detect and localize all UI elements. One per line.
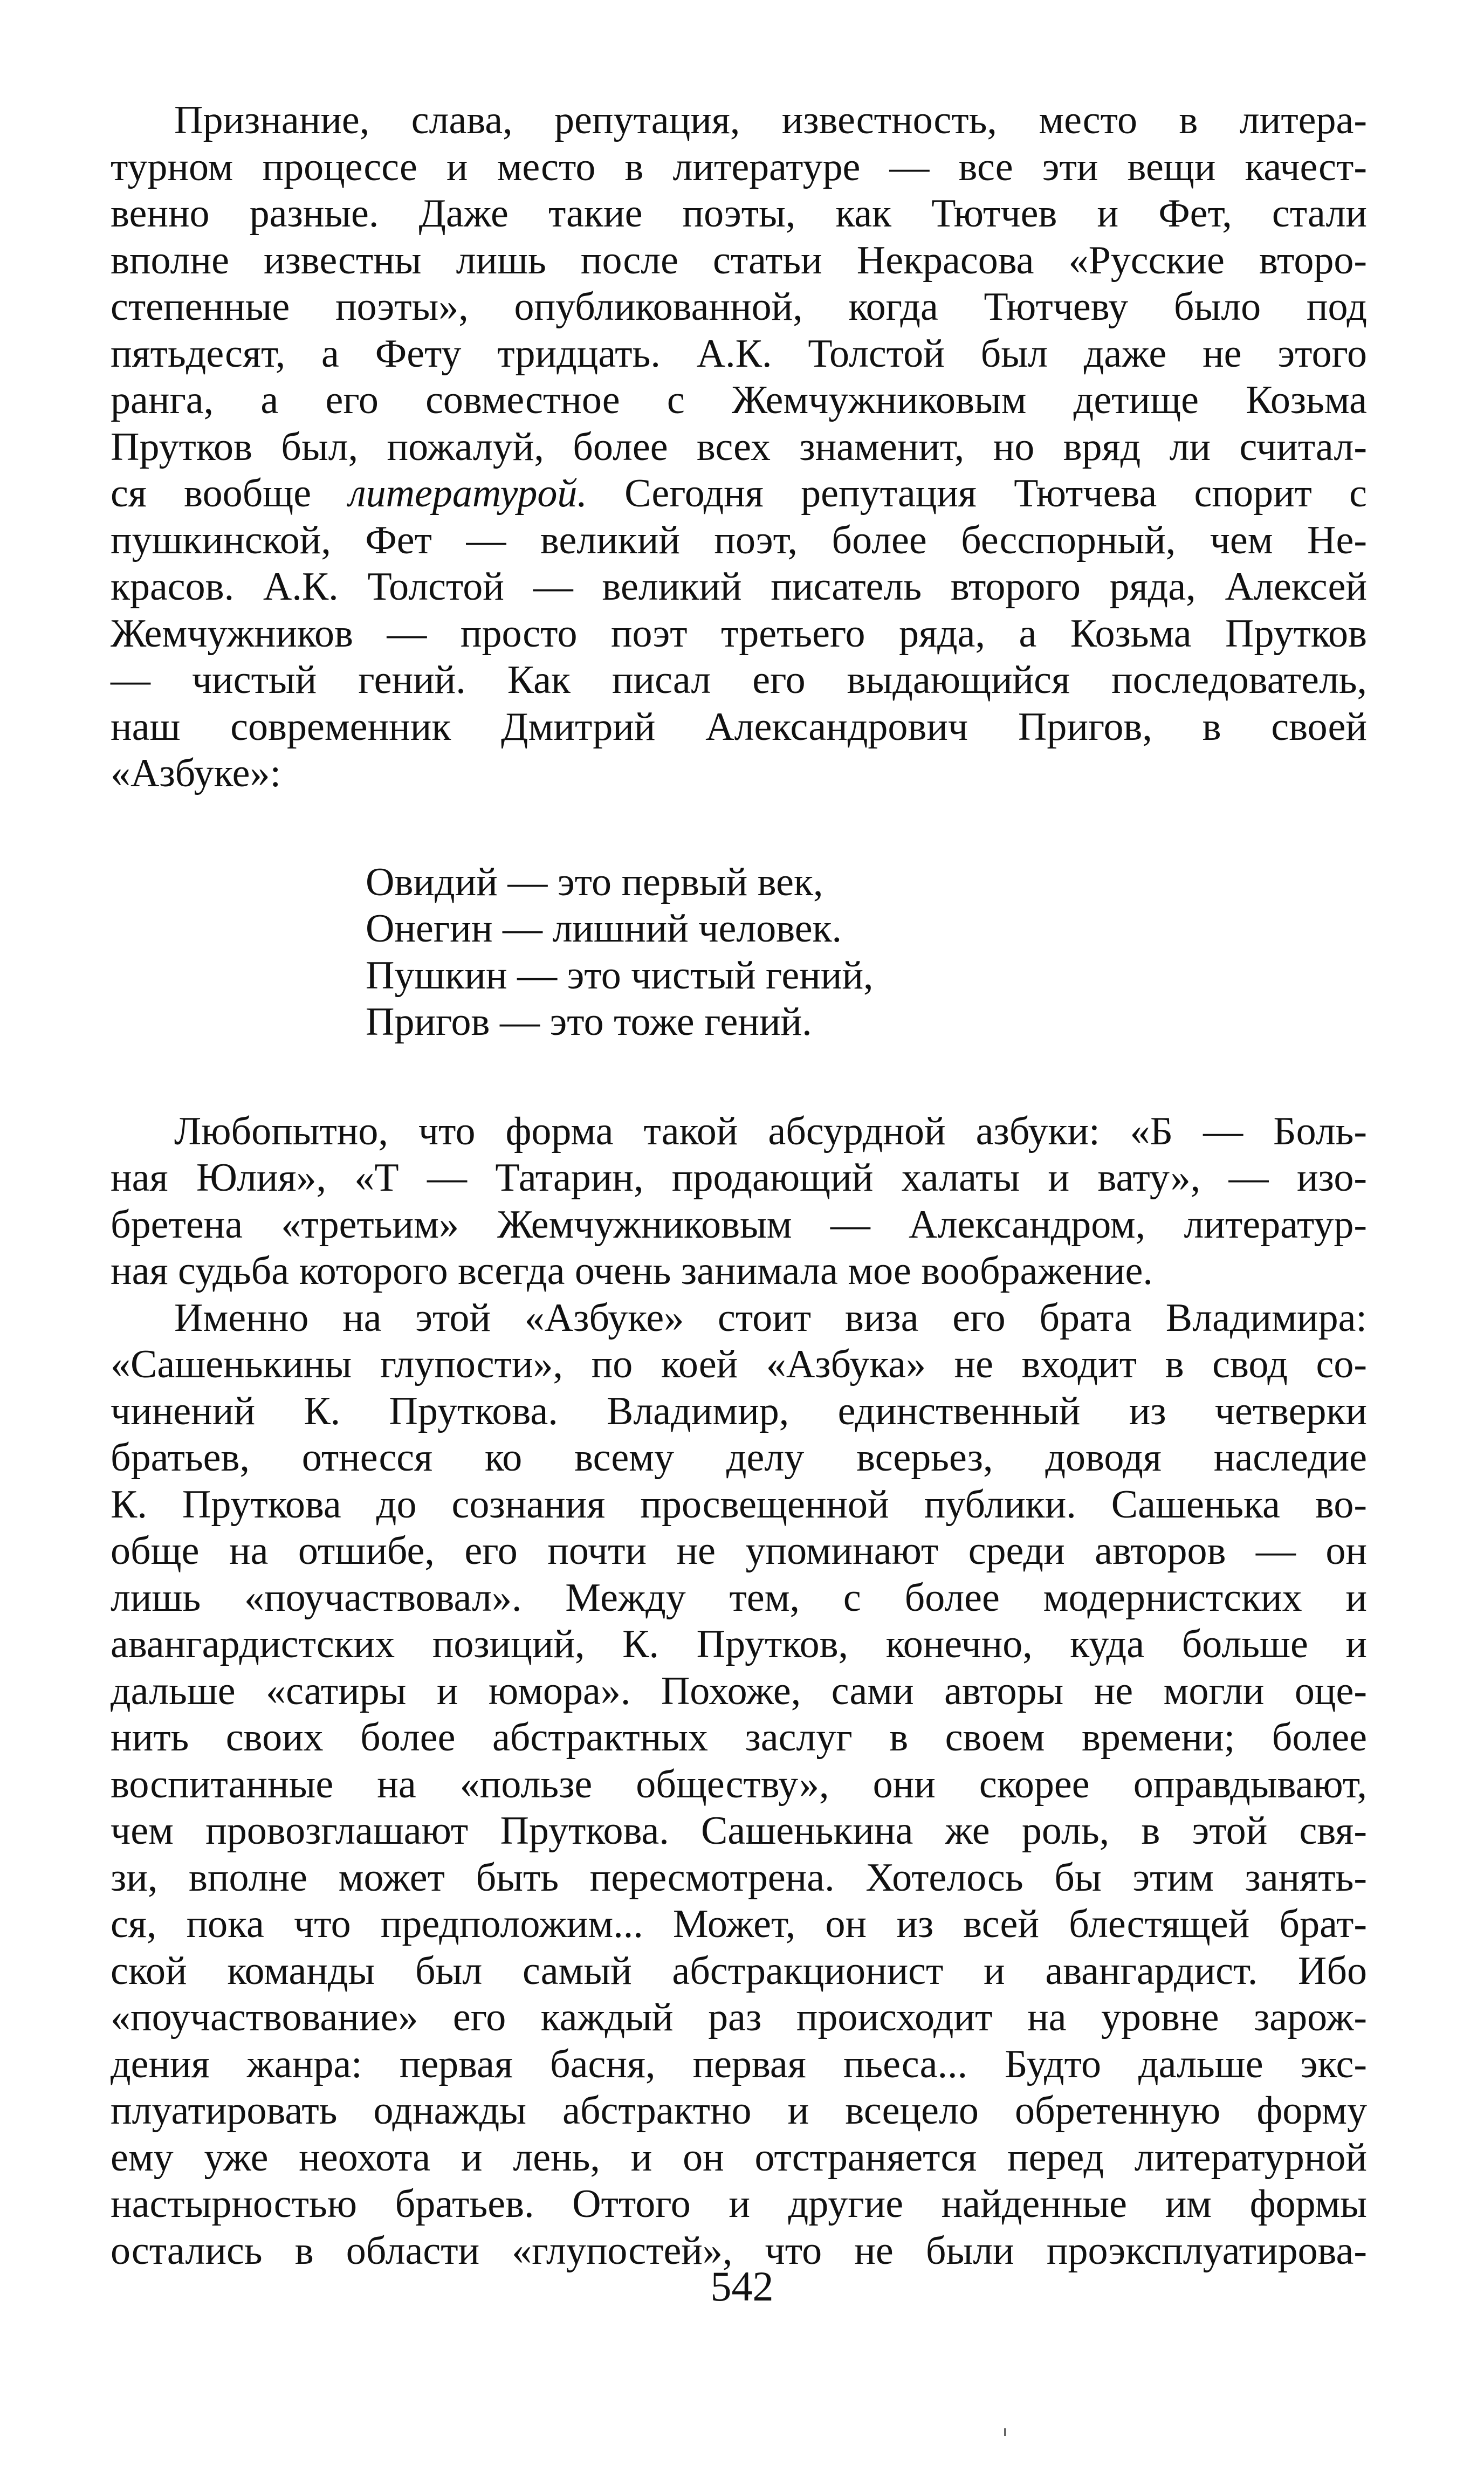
- text-line: турном процессе и место в литературе — все эти вещи качест-: [111, 145, 1367, 189]
- italic-word: литературой.: [348, 471, 587, 516]
- text-line: дальше «сатиры и юмора». Похоже, сами авторы не могли оце-: [111, 1668, 1367, 1713]
- paragraph-2: [111, 1108, 1367, 1295]
- text-line: плуатировать однажды абстрактно и всецело обретенную форму: [111, 2089, 1367, 2133]
- verse-line: Пригов — это тоже гений.: [366, 1000, 812, 1044]
- text-line: дения жанра: первая басня, первая пьеса... Будто дальше экс-: [111, 2042, 1367, 2086]
- text-line: ная Юлия», «Т — Татарин, продающий халаты и вату», — изо-: [111, 1156, 1367, 1200]
- verse-line: Пушкин — это чистый гений,: [366, 953, 874, 998]
- text-line: ской команды был самый абстракционист и авангардист. Ибо: [111, 1948, 1367, 1993]
- text-line: Именно на этой «Азбуке» стоит виза его брата Владимира:: [174, 1295, 1367, 1340]
- verse-line: Онегин — лишний человек.: [366, 907, 842, 951]
- text-line: венно разные. Даже такие поэты, как Тютчев и Фет, стали: [111, 191, 1367, 236]
- text-line: бретена «третьим» Жемчужниковым — Александром, литератур-: [111, 1202, 1367, 1247]
- paragraph-3: [111, 1295, 1367, 2275]
- text-line: «Азбуке»:: [111, 751, 281, 795]
- text-line: обще на отшибе, его почти не упоминают среди авторов — он: [111, 1529, 1367, 1573]
- text-line: «поучаствование» его каждый раз происходит на уровне зарож-: [111, 1995, 1367, 2039]
- text-line: степенные поэты», опубликованной, когда Тютчеву было под: [111, 285, 1367, 329]
- text-line: ранга, а его совместное с Жемчужниковым детище Козьма: [111, 378, 1367, 422]
- text-line: К. Пруткова до сознания просвещенной публики. Сашенька во-: [111, 1482, 1367, 1527]
- text-line: Признание, слава, репутация, известность, место в литера-: [174, 98, 1367, 142]
- text-line: наш современник Дмитрий Александрович Пригов, в своей: [111, 704, 1367, 749]
- text-line: настырностью братьев. Оттого и другие найденные им формы: [111, 2182, 1367, 2226]
- text-line: Любопытно, что форма такой абсурдной азбуки: «Б — Боль-: [174, 1109, 1367, 1153]
- page-text: [111, 97, 1367, 2274]
- verse-quote: [366, 859, 1367, 1046]
- text-segment: ся вообще: [111, 471, 349, 516]
- text-line: «Сашенькины глупости», по коей «Азбука» не входит в свод со-: [111, 1342, 1367, 1386]
- text-segment: Сегодня репутация Тютчева спорит с: [587, 471, 1367, 516]
- text-line-with-italic: [111, 470, 1367, 517]
- page-number: 542: [710, 2263, 774, 2310]
- text-line: вполне известны лишь после статьи Некрасова «Русские второ-: [111, 238, 1367, 283]
- text-line: остались в области «глупостей», что не были проэксплуатирова-: [111, 2228, 1367, 2273]
- verse-line: Овидий — это первый век,: [366, 860, 823, 904]
- text-line: авангардистских позиций, К. Прутков, конечно, куда больше и: [111, 1622, 1367, 1666]
- text-line: ся, пока что предположим... Может, он из всей блестящей брат-: [111, 1902, 1367, 1946]
- text-line: чинений К. Пруткова. Владимир, единственный из четверки: [111, 1389, 1367, 1433]
- text-line: воспитанные на «пользе обществу», они скорее оправдывают,: [111, 1762, 1367, 1807]
- text-line: Прутков был, пожалуй, более всех знаменит, но вряд ли считал-: [111, 424, 1367, 469]
- text-line: красов. А.К. Толстой — великий писатель второго ряда, Алексей: [111, 565, 1367, 609]
- text-line: пушкинской, Фет — великий поэт, более бесспорный, чем Не-: [111, 518, 1367, 562]
- text-line: чем провозглашают Пруткова. Сашенькина же роль, в этой свя-: [111, 1809, 1367, 1853]
- text-line: братьев, отнесся ко всему делу всерьез, доводя наследие: [111, 1436, 1367, 1480]
- print-speck: [1004, 2428, 1006, 2436]
- text-line: Жемчужников — просто поэт третьего ряда, а Козьма Прутков: [111, 611, 1367, 656]
- paragraph-1: [111, 97, 1367, 797]
- text-line: ная судьба которого всегда очень занимала мое воображение.: [111, 1249, 1153, 1293]
- text-line: — чистый гений. Как писал его выдающийся последователь,: [111, 658, 1367, 702]
- text-line: нить своих более абстрактных заслуг в своем времени; более: [111, 1715, 1367, 1760]
- text-line: лишь «поучаствовал». Между тем, с более модернистских и: [111, 1575, 1367, 1620]
- text-line: пятьдесят, а Фету тридцать. А.К. Толстой был даже не этого: [111, 331, 1367, 376]
- text-line: ему уже неохота и лень, и он отстраняется перед литературной: [111, 2135, 1367, 2180]
- text-line: зи, вполне может быть пересмотрена. Хотелось бы этим занять-: [111, 1855, 1367, 1900]
